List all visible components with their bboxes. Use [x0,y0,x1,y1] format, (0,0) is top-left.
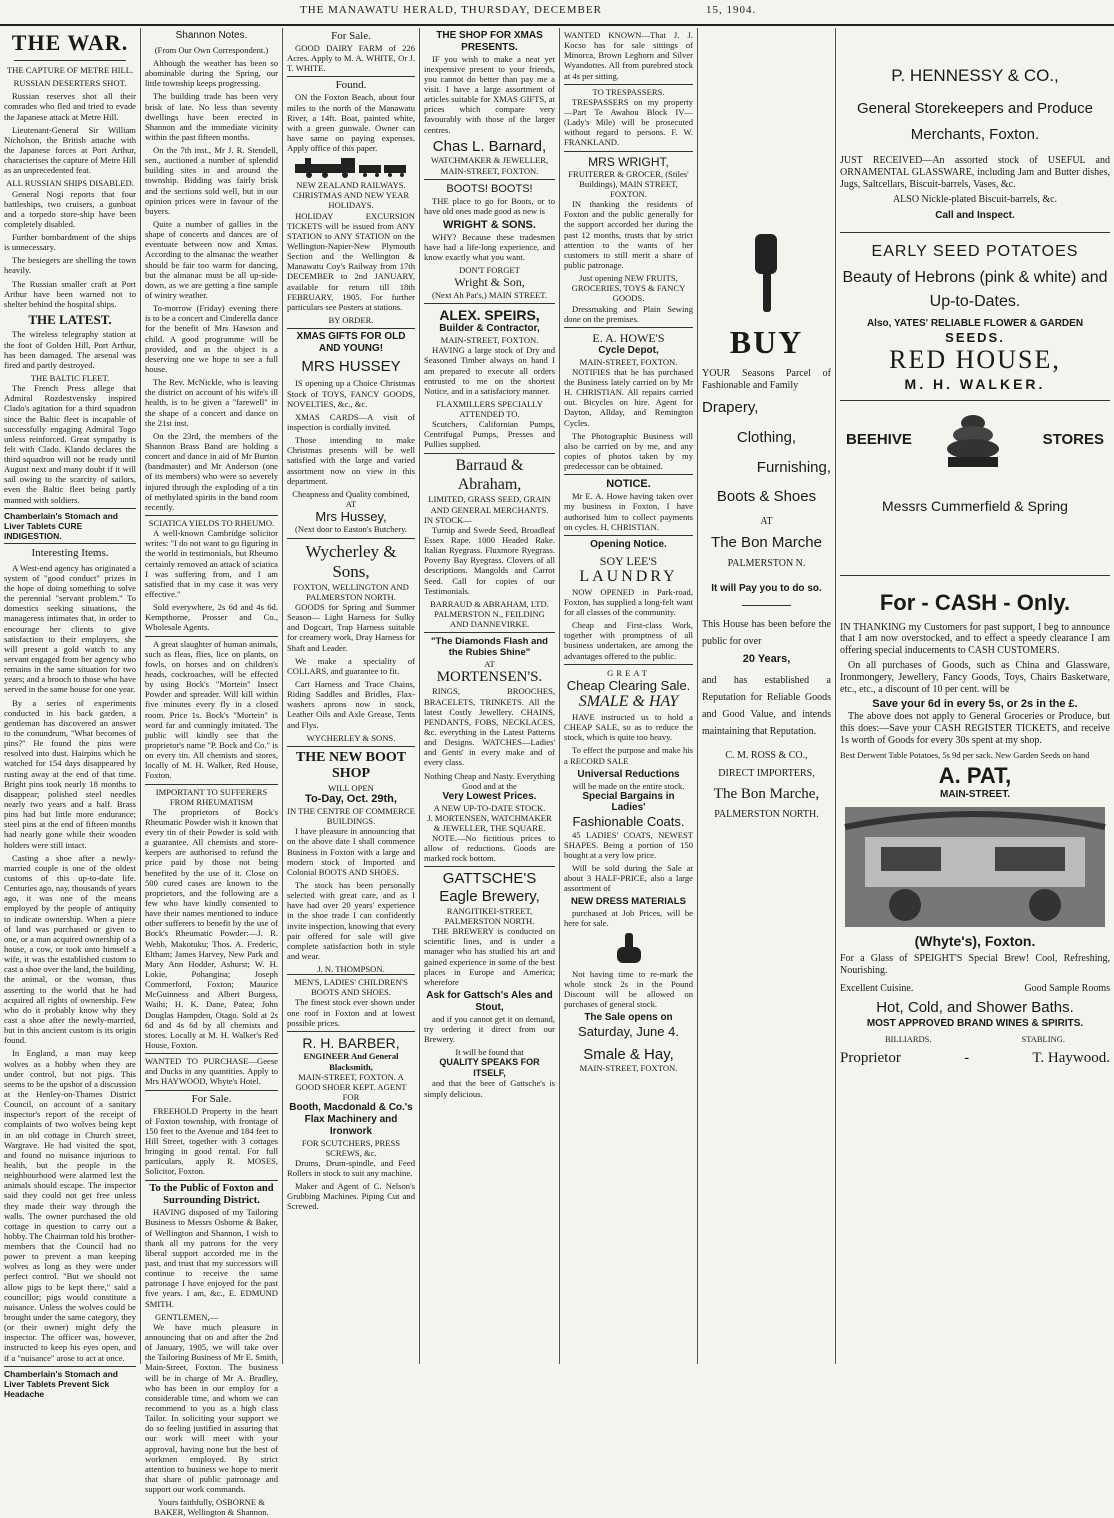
article-paragraph: We have much pleasure in announcing that on and after the 2nd of January, 1905, we will take over the Tailoring Business of Mr E. Smith, Main-Street, Foxton. The business will be in charge of Mr A. Bradley, who has been in our employ for a considerable time, and whom we can recommend to you as a high class Tailor. In soliciting your support we do so feeling justified in assuring that our work will meet with your approval, having none but the best of workmen employed. By strict attention to business we hope to merit that share of public patronage and support our work commands. [145,1321,278,1495]
classified-ad: and if you cannot get it on demand, try ordering it direct from our Brewery. [424,1013,555,1044]
column-ads-7 [836,28,1114,1364]
subhead: RUSSIAN DESERTERS SHOT. [13,78,127,89]
subhead: MEN'S, LADIES' CHILDREN'S BOOTS AND SHOES. [287,974,415,997]
classified-ad: Drums, Drum-spindle, and Feed Rollers in stock to suit any machine. [287,1157,415,1178]
beauty-heading: Beauty of Hebrons (pink & white) and Up-to-Dates. [842,268,1108,310]
article-paragraph: General Nogi reports that four battleships, two cruisers, a gunboat and a torpedo store-ship have been completely disabled. [4,188,136,229]
subhead: Just opening NEW FRUITS, GROCERIES, TOYS & FANCY GOODS. [571,273,686,304]
classified-ad: I have pleasure in announcing that on the above date I shall commence Business in Foxton with a large and modern stock of Imported and Colonial BOOTS AND SHOES. [287,826,415,877]
article-paragraph: A great slaughter of human animals, such as fleas, flies, lice on plants, on fowls, on horses and on children's heads, cockroaches, will be effected by using Bock's "Mortein" Insect Powder and spreader. Will kill within five minutes every fly in a closed room. Price 1s. Bock's "Mortein" is word far and cunningly imitated. The public will kindly see that the proprietor's name "P. Bock and Co." is on every tin. All chemists and stores, locally of M. H. Walker, Red House, Foxton. [145,636,278,781]
classified-ad: Maker and Agent of C. Nelson's Grubbing Machines. Piping Cut and Screwed. [287,1181,415,1212]
divider [14,60,126,61]
article-paragraph: The Russian smaller craft at Port Arthur have been warned not to shelter behind the hospital ships. [4,278,136,309]
headline-latest: THE LATEST. [28,312,112,328]
smale-hay-name-2: Smale & Hay, [583,1045,674,1063]
billiards-label: BILLIARDS. [885,1033,932,1044]
wright-name: WRIGHT & SONS. [443,218,536,231]
article-paragraph: Further bombardment of the ships is unnecessary. [4,232,136,253]
article-paragraph: Quite a number of gallies in the shape of concerts and dances are of eventuate between now and Xmas. According to the almanac the weather should be fair too warm for dancing, but the almanac must be all up-side-down, as we are getting a fine sample of wintry weather. [145,219,278,301]
line-clothing: Clothing, [736,429,797,447]
red-house-name: RED HOUSE, [889,345,1061,375]
signature: Yours faithfully, OSBORNE & BAKER, Wellington & Shannon. [154,1497,269,1518]
subhead: FOR SCUTCHERS, PRESS SCREWS, &c. [301,1137,401,1158]
address: PALMERSTON N. [727,557,806,569]
line-boots: Boots & Shoes [716,488,817,506]
signature: J. MORTENSEN, WATCHMAKER & JEWELLER, THE SQUARE. [427,812,552,833]
subhead: WILL OPEN [328,782,374,793]
address: FOXTON, WELLINGTON AND PALMERSTON NORTH. [293,581,409,602]
hussey-name: MRS HUSSEY [301,357,401,375]
chamberlains-ad-2: Chamberlain's Stomach and Liver Tablets Prevent Sick Headache [4,1366,136,1399]
subhead: AT [484,658,495,669]
classified-ad: WANTED TO PURCHASE—Geese and Ducks in any quantities. Apply to Mrs HAYWOOD, Whyte's Hotel. [145,1053,278,1086]
headline-shannon: Shannon Notes. [175,30,248,41]
bon-marche-name: The Bon Marche [711,533,822,551]
bon-marche-name-2: The Bon Marche, [713,785,820,802]
classified-ad: RINGS, BROOCHES, BRACELETS, TRINKETS. All the latest Costly Jewellery. CHAINS, PENDANTS, FOBS, NECKLACES, &c. everything in the Latest Patterns and Designs. WATCHES—Ladies' and Gents' in every make and of every class. [424,686,555,768]
classified-ad: NOTE.—No fictitious prices to allow of reductions. Goods are marked rock bottom. [424,833,555,864]
subhead: 20 Years, [742,653,791,666]
tagline: Nothing Cheap and Nasty. Everything Good and at the [424,770,555,791]
column-ads-3 [283,28,420,1364]
article-paragraph: Lieutenant-General Sir William Nicholson, the British attache with the Japanese forces at Port Arthur, characterises the capture of Metre Hill as an unprecedented feat. [4,124,136,176]
subhead: Universal Reductions [577,768,680,780]
article-paragraph: On the 23rd, the members of the Shannon Brass Band are holding a concert and dance in aid of Mr Burton (bandmaster) and Mr Anderson (one of its members) who were so severely injured through the exploding of a tin of methylated spirits in the band room recently. [145,430,278,512]
article-paragraph: Casting a shoe after a newly-married couple is one of the oldest customs of this up-to-date life. Centuries ago, nay, thousands of years ago, it was one of the means employed by the people of antiquity to indicate ownership. When a piece of land was purchased or given to one, or a man acquired ownership of a house, a cow, or took unto himself a wife, it was the established custom to cast a shoe over the land, the building, the animal, or the woman, thus asserting to the world that he had acquired all rights of ownership. Few who do it probably know why they cast a shoe after the newly-married, but in this ancient custom is its origin found. [4,852,136,1046]
found-heading: Found. [287,76,415,92]
article-paragraph: The Rev. McNickle, who is leaving the district on account of his wife's ill health, is to be given a "farewell" in the shape of a concert and dance on the 21st inst. [145,377,278,428]
classified-ad: Not having time to re-mark the whole stock 2s in the Pound Discount will be allowed on purchases of general stock. [564,968,693,1010]
howe-name: E. A. HOWE'S [564,327,693,345]
subhead: DIRECT IMPORTERS, [718,767,815,779]
brewery-name: Eagle Brewery, [439,888,540,906]
haywood-name: T. Haywood. [1032,1050,1110,1066]
buy-heading: BUY [729,324,804,360]
subhead: Very Lowest Prices. [442,790,537,802]
subhead: TO TRESPASSERS. [564,84,693,97]
divider [742,605,791,606]
barber-name: R. H. BARBER, [287,1031,415,1052]
line-drapery: Drapery, [702,399,759,417]
stores-word: STORES [1042,431,1104,449]
subhead: THE BALTIC FLEET. [30,372,110,383]
article-paragraph: The proprietors of Bock's Rheumatic Powder wish it known that every tin of their Powder is sold with a guarantee. All chemists and store-keepers are authorised to refund the price paid by those not being benefited by the use of it. Close on 500 cured cases are known to the proprietors, and the following are a few who have kindly consented to have their names mentioned to induce other sufferers to benefit by the use of Bock's Rheumatic Powder:—J. R. Webb, Makotuku; Thos. A. Frederic, Eltham; James Harvey, New Park and Mary Ann Hodder, Ashurst; W. H. Lokie, Pohangina; Joseph Commerford, Foxton; Maurice McGuinness and Albert Burgess, Waihi; H. K. Dane, Patea; John Douglas Hampden, Otago. Sold at 2s 6d and 4s 6d by all chemists and stores. Locally at M. H. Walker's Red House, Foxton. [145,806,278,1051]
signature: BARRAUD & ABRAHAM, LTD. PALMERSTON N., FEILDING AND DANNEVIRKE. [430,598,549,630]
cuisine-label: Excellent Cuisine. [840,982,914,994]
address: PALMERSTON NORTH. [714,809,819,821]
subhead: Call and Inspect. [935,210,1015,222]
subhead: IN THE CENTRE OF COMMERCE BUILDINGS. [287,805,415,827]
masthead-title: THE MANAWATU HERALD, THURSDAY, DECEMBER [300,4,602,16]
gattsche-name: GATTSCHE'S [424,866,555,888]
wycherley-name: Wycherley & Sons, [287,538,415,582]
headline-items: Interesting Items. [31,546,109,559]
hotel-illustration-icon [845,807,1105,927]
beehive-ad [840,400,1110,490]
xmas-heading: XMAS GIFTS FOR OLD AND YOUNG! [287,328,415,355]
subhead: GREAT [564,664,693,678]
address: RANGITIKEI-STREET, PALMERSTON NORTH. [444,905,535,926]
classified-ad: ON the Foxton Beach, about four miles to the north of the Manawatu River, a 14ft. Boat, painted white, with a green gunwale. Owner can have same on paying expenses. Apply office of this paper. [287,92,415,154]
pointing-hand-icon [609,931,649,967]
subhead: Also, YATES' RELIABLE FLOWER & GARDEN [866,317,1084,329]
classified-ad: This House has been before the public for over [702,619,831,648]
diamonds-heading: "The Diamonds Flash and the Rubies Shine" [424,632,555,658]
cash-heading: For - CASH - Only. [840,575,1110,616]
article-paragraph: The besiegers are shelling the town heavily. [4,255,136,276]
column-shannon [141,28,283,1518]
baths-heading: Hot, Cold, and Shower Baths. [876,998,1074,1016]
article-paragraph: HAVING disposed of my Tailoring Business to Messrs Osborne & Baker, of Wellington and Shannon, I wish to thank all my patrons for the very liberal support accorded me in the past, and trust that my successors will continue to receive the same patronage I have enjoyed for the past five years. I am, &c., E. EDMUND SMITH. [145,1207,278,1309]
wright-grocer-name: MRS WRIGHT, [564,151,693,169]
subhead: QUALITY SPEAKS FOR ITSELF, [439,1057,540,1078]
classified-ad: NOTIFIES that he has purchased the Business lately carried on by Mr H. CHRISTIAN. All repairs carried out. Bicycles on hire. Agent for Dayton, Allday, and Remington Cycles. [564,366,693,428]
classified-ad: IN THANKING my Customers for past support, I beg to announce that I am now overstocked, and to effect a speedy clearance I am offering special inducements to CASH CUSTOMERS. [840,621,1110,657]
classified-ad: GOODS for Spring and Summer Season— Light Harness for Sulky and Dogcart, Trap Harness suitable for creamery work, Dray Harness for Shaft and Leader. [287,601,415,653]
forsale-heading: For Sale. [145,1090,278,1106]
subhead: LIMITED, GRASS SEED, GRAIN AND GENERAL MERCHANTS. [428,494,551,515]
classified-ad: The Photographic Business will also be carried on by me, and any copies of photos taken by my predecessor can be obtained. [564,430,693,472]
subhead: IMPORTANT TO SUFFERERS FROM RHEUMATISM [145,784,278,807]
subhead: Save your 6d in every 5s, or 2s in the £. [872,698,1078,711]
subhead: THE CAPTURE OF METRE HILL. [6,64,134,75]
xmas-shop-heading: THE SHOP FOR XMAS PRESENTS. [436,30,543,53]
article-paragraph: By a series of experiments conducted in his back garden, a gentleman has discovered an answer to the conundrum, "What becomes of pins?" He found the pins were resolved into dust. Hairpins which he watched for 154 days disappeared by rusting away at the end of that time. Bright pins took nearly 18 months to disappear; polished steel needles nearly two years and a half. Brass pins had but little more endurance; steel pins at the end of fifteen months had nearly gone while their wooden holders were still intact. [4,697,136,850]
walker-name: M. H. WALKER. [904,375,1046,392]
address: MAIN-STREET, FOXTON. [579,356,678,367]
article-paragraph: The building trade has been very brisk of late. No less than seventy dwellings have been erected in Shannon and the immediate vicinity within the past fifteen months. [145,91,278,142]
classified-ad: and has established a Reputation for Reliable Goods and Good Value, and intends maintaining that Reputation. [702,675,831,738]
boot-shop-heading: THE NEW BOOT SHOP [287,746,415,783]
classified-ad: We make a speciality of COLLARS, and guarantee to fit. [287,655,415,676]
article-paragraph: A West-end agency has originated a system of "good conduct" prizes in the hope of doing something to solve the perennial "servant problem." To domestics seeking situations, the manageress intimates that, in order to encourage her clients to give satisfaction to their employers, she will present a gold watch to any servant engaged from her agency who remains in the same situation for two years; and a brooch to those who have served in the same house for one year. [4,562,136,695]
masthead [0,0,1114,26]
hennessy-name: P. HENNESSY & CO., [891,66,1059,85]
classified-ad: Cheap and First-class Work, together with promptness of all business undertaken, are among the advantages offered to the public. [564,620,693,661]
tagline: Cheapness and Quality combined, AT [292,488,410,509]
column-ads-4 [420,28,560,1364]
subhead: SCIATICA YIELDS TO RHEUMO. [145,515,278,528]
column-war [0,28,141,1399]
pointing-hand-icon [737,230,797,320]
classified-ad: The above does not apply to General Groceries or Produce, but this does:—Save your CASH REGISTER TICKETS, and receive 1s worth of Goods for every 30s spent at my shop. [840,711,1110,747]
article-paragraph: The wireless telegraphy station at the foot of Golden Hill, Port Arthur, has been damaged. The arsenal was fired and partly destroyed. [4,329,136,370]
classified-ad: TRESPASSERS on my property —Part Te Awahou Block IV— (Lady's Mile) will be prosecuted without regard to persons. F. W. FRANKLAND. [564,96,693,148]
classified-ad: Dressmaking and Plain Sewing done on the premises. [564,303,693,324]
classified-ad: and that the beer of Gattsche's is simply delicious. [424,1078,555,1099]
address: MAIN-STREET, FOXTON. [579,1063,678,1074]
boots-heading: BOOTS! BOOTS! [424,179,555,196]
classified-ad: NOW OPENED in Park-road, Foxton, has supplied a long-felt want for all classes of the community. [564,586,693,617]
subhead: The Sale opens on [584,1012,673,1024]
address: MAIN-STREET, FOXTON. A GOOD SHOER KEPT. AGENT FOR [295,1071,407,1102]
byline: (From Our Own Correspondent.) [154,44,269,55]
address: MAIN-STREET. [940,788,1010,800]
salutation: GENTLEMEN,— [155,1311,219,1322]
subhead: Special Bargains in Ladies' [582,790,675,814]
wright-name-2: Wright & Son, [454,275,525,290]
classified-ad: Cart Harness and Trace Chains, Riding Saddles and Bridles, Flax-washers aprons now in stock, Leather Oils and Axle Grease, Tents and Flys. [287,678,415,730]
classified-ad: HOLIDAY EXCURSION TICKETS will be issued from ANY STATION to ANY STATION on the Wellington-Napier-New Plymouth Section and the Wellington & Manawatu Coy's Railway from 17th DECEMBER to 2nd JANUARY, available for return till 18th FEBRUARY, 1905. For further particulars see Posters at stations. [287,210,415,312]
masthead-date: 15, 1904. [706,4,757,16]
classified-ad: FREEHOLD Property in the heart of Foxton township, with frontage of 150 feet to the Avenue and 184 feet to Hill Street, together with 3 cottages bringing in good rental. For full particulars, apply R. MOSES, Solicitor, Foxton. [145,1105,278,1177]
railways-heading: NEW ZEALAND RAILWAYS. CHRISTMAS AND NEW YEAR HOLIDAYS. [292,180,410,211]
classified-ad: purchased at Job Prices, will be here for sale. [564,907,693,928]
speirs-name: ALEX. SPEIRS, [424,303,555,324]
tagline: It will be found that [455,1047,524,1057]
classified-ad: For a Glass of SPEIGHT'S Special Brew! Cool, Refreshing, Nourishing. [840,953,1110,976]
classified-ad: Will be sold during the Sale at about 3 HALF-PRICE, also a large assortment of [564,862,693,894]
article-paragraph: Sold everywhere, 2s 6d and 4s 6d. Kempthorne, Prosser and Co., Wholesale Agents. [145,602,278,633]
subhead: ALSO Nickle-plated Biscuit-barrels, &c. [892,194,1058,206]
article-paragraph: Russian reserves shot all their comrades who fled and tried to evade the Japanese attack at Metre Hill. [4,91,136,122]
classified-ad: Scutchers, Californian Pumps, Centrifugal Pumps, Presses and Pullies supplied. [424,419,555,450]
classified-ad: GOOD DAIRY FARM of 226 Acres. Apply to M. A. WHITE, Or J. T. WHITE. [287,42,415,74]
tagline: will be made on the entire stock. [572,780,685,791]
locomotive-icon [291,156,411,178]
classified-ad: To effect the purpose and make his a RECORD SALE [564,745,693,766]
barraud-name: Barraud & Abraham, [424,453,555,495]
classified-ad: JUST RECEIVED—An assorted stock of USEFUL and ORNAMENTAL GLASSWARE, including Jam and Butter dishes, Jugs, Saltcellars, Biscuit-barrels, Vases, &c. [840,155,1110,190]
classified-ad: WANTED KNOWN—That J. J. Kocso has for sale sittings of Minorca, Brown Leghorn and Silver Wyandottes. All from purebred stock at 4s per sitting. [564,30,693,81]
subhead: IN STOCK— [424,514,472,525]
rooms-label: Good Sample Rooms [1024,982,1110,994]
address: FRUITERER & GROCER, (Stiles' Buildings), MAIN STREET, FOXTON. [568,168,689,199]
classified-ad: The stock has been personally selected with great care, and as I have had over 20 years' experience in the shoe trade I can confidently invite inspection, knowing that every pair offered for sale will give complete satisfaction both in style and wear. [287,879,415,961]
column-ads-5 [560,28,698,1364]
clearing-sale-heading: Cheap Clearing Sale. [566,677,691,693]
subhead: ALL RUSSIAN SHIPS DISABLED. [6,178,134,189]
classified-ad: The finest stock ever shown under one roof in Foxton and at lowest possible prices. [287,997,415,1028]
classified-ad: THE place to go for Boots, or to have old ones made good as new is [424,195,555,216]
address: MAIN-STREET, FOXTON. [440,335,539,346]
beehive-word: BEEHIVE [846,431,912,449]
subhead: FLAXMILLERS SPECIALLY ATTENDED TO. [436,398,543,420]
subhead: Builder & Contractor, [439,323,540,335]
signature: BY ORDER. [328,315,374,326]
proprietor-row [840,1050,1110,1068]
address: (Next door to Easton's Butchery. [295,524,407,535]
classified-ad: HAVING a large stock of Dry and Seasoned Timber always on hand I am prepared to execute all orders entrusted to me on the shortest Notice, and in a satisfactory manner. [424,345,555,396]
booth-heading: Booth, Macdonald & Co.'s Flax Machinery and Ironwork [289,1102,413,1137]
smale-hay-name: SMALE & HAY [578,693,679,711]
article-paragraph: In England, a man may keep wolves as a hobby when they are under control, but not pigs. This seems to be the upshot of a discussion at the Henley-on-Thames District Council, on account of a sanitary inspector's report of the receipt of complaints of two wolves being kept in an old cottage in Church street, Wargrave. He had visited the spot, and found no nuisance injurious to health, but the people in the neighbourhood were alarmed lest the animals should escape. The inspector said they could not get free unless they made their way through the walls. The owner purchased the old cottage in question to carry out a hobby. The Chairman told his brother-members that the Council had no power to prevent a man keeping wolves as long as they were under perfect control. "But we should not allow pigs to be kept there," said a councillor; pigs would constitute a nuisance. Unless the wolves could be brought under the same category, they (or their owner) might defy the inspector. The officer was, however, instructed to keep his eyes open, and if a "nuisance" arose to act at once. [4,1048,136,1363]
classified-ad: Mr E. A. Howe having taken over my business in Foxton, I have authorised him to collect payments on cycles. H. CHRISTIAN. [564,491,693,532]
proprietor-dash: - [964,1050,970,1066]
article-paragraph: The French Press allege that Admiral Rozdestvensky inspired Clado's agitation for a third squadron since the Baltic fleet is incapable of successfully engaging Admiral Togo unless reinforced. Great sympathy is felt with Clado. Klando declares the third squadron will not be ready until August next and many doubt if it will sail owing to the scarcity of sailors, even the Baltic fleet being partly manned with soldiers. [4,383,136,505]
early-seed-heading: EARLY SEED POTATOES [840,232,1110,262]
mortensen-name: MORTENSEN'S. [436,668,543,685]
opening-date: To-Day, Oct. 29th, [305,792,397,805]
soy-lee-name: SOY LEE'S [599,553,658,568]
subhead: SEEDS. [945,329,1005,345]
stabling-label: STABLING. [1021,1033,1065,1044]
proprietor-label: Proprietor [840,1050,901,1066]
notice-heading: NOTICE. [564,474,693,491]
subhead: MOST APPROVED BRAND WINES & SPIRITS. [866,1018,1084,1030]
subhead: Ask for Gattsch's Ales and Stout, [426,989,553,1013]
signature: WYCHERLEY & SONS. [306,732,396,743]
chamberlains-ad: Chamberlain's Stomach and Liver Tablets CURE INDIGESTION. [4,508,136,544]
billiards-row [840,1034,1110,1044]
pat-name: A. PAT, [938,762,1012,788]
subhead: Cycle Depot, [598,344,659,356]
ross-name: C. M. ROSS & CO., [725,750,808,762]
classified-ad: XMAS CARDS—A visit of inspection is cordially invited. [287,411,415,433]
column-bon-marche [698,28,836,1364]
opening-heading: Opening Notice. [564,535,693,551]
address: (Next Ah Pat's,) MAIN STREET. [431,289,547,300]
laundry-heading: LAUNDRY [579,567,678,585]
subhead: DON'T FORGET [459,265,520,276]
article-paragraph: Although the weather has been so abominable during the Spring, our little township keeps progressing. [145,57,278,89]
sale-date: Saturday, June 4. [578,1024,679,1040]
classified-ad: YOUR Seasons Parcel of Fashionable and Family [702,367,831,391]
classified-ad: Those intending to make Christmas presents will be well satisfied with the large and varied assortment now on view in this department. [287,435,415,486]
hussey-name-2: Mrs Hussey, [315,509,387,525]
amenities-row [840,983,1110,995]
subhead: AT [760,516,773,528]
subhead: NEW DRESS MATERIALS [571,896,686,908]
article-paragraph: A well-known Cambridge solicitor writes: "I do not want to go figuring in the world in testimonials, but Rheumo certainly removed an attack of sciatica I was suffering from, and I am satisfied that in my case it was very effective." [145,528,278,599]
classified-ad: Best Derwent Table Potatoes, 5s 9d per sack. New Garden Seeds on hand [840,749,1090,760]
coats-heading: Fashionable Coats. [572,814,685,830]
barnard-name: Chas L. Barnard, [432,137,547,155]
whytes-name: (Whyte's), Foxton. [914,932,1036,949]
article-paragraph: On the 7th inst., Mr J. R. Stendell, sen., auctioned a number of splendid building sites in and around the township. Bidding was fairly brisk and the sections sold well, but in our opinion prices were in favour of the buyers. [145,145,278,216]
forsale-heading: For Sale. [331,30,371,42]
classified-ad: WHY? Because these tradesmen have had a life-long experience, and know exactly what you want. [424,231,555,263]
public-notice-heading: To the Public of Foxton and Surrounding District. [145,1180,278,1208]
stock-list: Turnip and Swede Seed, Broadleaf Essex Rape. 1000 Headed Rake. Italian Ryegrass. Fluxmore Ryegrass. Poverty Bay Ryegrass. Clovers of all descriptions. Mangolds and Carrot Seed. Call for copies of our Testimonials. [424,524,555,596]
classified-ad: HAVE instructed us to hold a CHEAP SALE, so as to reduce the stock, which is quite too heavy. [564,712,693,743]
headline-war: THE WAR. [11,30,129,55]
subhead: A NEW UP-TO-DATE STOCK. [433,802,546,813]
hennessy-subtitle: General Storekeepers and Produce Merchants, Foxton. [857,100,1093,143]
classified-ad: IS opening up a Choice Christmas Stock of TOYS, FANCY GOODS, NOVELTIES, &c., &c. [287,378,415,409]
classified-ad: IN thanking the residents of Foxton and the public generally for the support accorded her during the past 12 months, trusts that by strict attention to the wants of her customers to still merit a share of public patronage. [564,199,693,270]
classified-ad: On all purchases of Goods, such as China and Glassware, Ironmongery, Jewellery, Fancy Goods, Toys, Chairs Basketware, etc., etc., a discount of 10 per cent. will be [840,660,1110,695]
article-paragraph: To-morrow (Friday) evening there is to be a concert and Cinderella dance for the benefit of Mrs Hawson and child. A good programme will be provided, and as the object is a deserving one we hope to see a full house. [145,303,278,375]
classified-ad: IF you wish to make a neat yet inexpensive present to your friends, you cannot do better than pay me a visit. I have a large assortment of articles suitable for XMAS GIFTS, at prices which compare very favourably with those of the larger centres. [424,53,555,135]
line-furnishing: Furnishing, [756,458,831,476]
beehive-icon [944,411,1002,471]
classified-ad: THE BREWERY is conducted on scientific lines, and is under a manager who has studied his art and gained experience in some of the best places in Europe and America; wherefore [424,926,555,987]
classified-ad: 45 LADIES' COATS, NEWEST SHAPES. Being a portion of 150 bought at a very low price. [564,829,693,860]
tagline: It will Pay you to do so. [711,583,822,595]
subhead: ENGINEER And General Blacksmith, [303,1051,399,1072]
messrs-name: Messrs Cummerfield & Spring [882,498,1068,515]
address: WATCHMAKER & JEWELLER, MAIN-STREET, FOXTON. [430,155,549,176]
signature: J. N. THOMPSON. [317,964,385,975]
